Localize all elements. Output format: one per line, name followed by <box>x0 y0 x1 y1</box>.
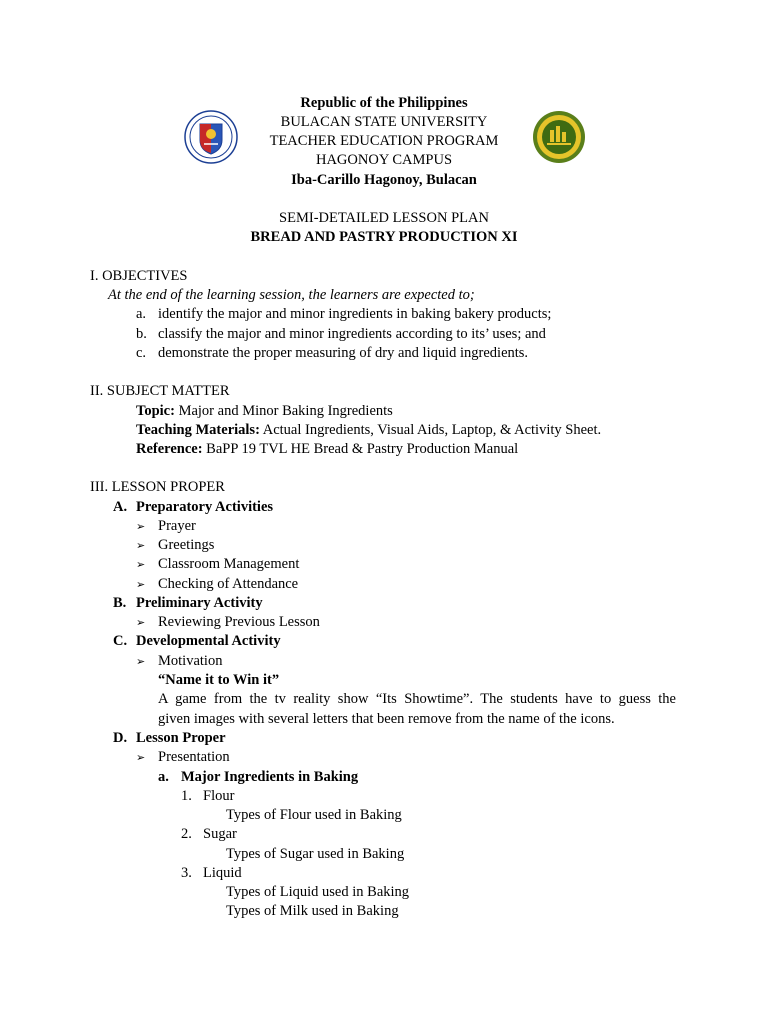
objective-marker: b. <box>136 326 147 342</box>
objective-marker: c. <box>136 345 147 361</box>
game-description-line: given images with several letters that been remove from the name of the icons. <box>158 711 615 727</box>
header-campus: HAGONOY CAMPUS <box>315 152 453 168</box>
section-marker: B. <box>113 595 127 611</box>
arrow-bullet-icon: ➢ <box>136 655 146 668</box>
topic-label: Topic: <box>136 403 175 419</box>
subject-matter-heading: II. SUBJECT MATTER <box>90 383 230 399</box>
preparatory-activities-title: Preparatory Activities <box>136 499 274 515</box>
objective-marker: a. <box>136 306 147 322</box>
reference-label: Reference: <box>136 441 203 457</box>
subsection-marker: a. <box>158 769 169 785</box>
list-item: Presentation <box>158 749 230 765</box>
ingredient-label: Liquid <box>203 865 242 881</box>
arrow-bullet-icon: ➢ <box>136 578 146 591</box>
objective-item: demonstrate the proper measuring of dry and liquid ingredients. <box>158 345 529 361</box>
list-item: Motivation <box>158 653 223 669</box>
objectives-intro: At the end of the learning session, the learners are expected to; <box>108 287 475 303</box>
arrow-bullet-icon: ➢ <box>136 616 146 629</box>
arrow-bullet-icon: ➢ <box>136 520 146 533</box>
numbered-marker: 2. <box>181 826 192 842</box>
lesson-proper-title: Lesson Proper <box>136 730 226 746</box>
ingredient-detail: Types of Flour used in Baking <box>226 807 402 823</box>
section-marker: C. <box>113 633 128 649</box>
game-description-line: A game from the tv reality show “Its Showtime”. The students have to guess the <box>158 691 676 707</box>
arrow-bullet-icon: ➢ <box>136 539 146 552</box>
game-title: “Name it to Win it” <box>158 672 280 688</box>
objectives-heading: I. OBJECTIVES <box>90 268 188 284</box>
preliminary-activity-title: Preliminary Activity <box>136 595 263 611</box>
developmental-activity-title: Developmental Activity <box>136 633 281 649</box>
header-university: BULACAN STATE UNIVERSITY <box>280 114 488 130</box>
list-item: Prayer <box>158 518 196 534</box>
ingredient-detail: Types of Liquid used in Baking <box>226 884 410 900</box>
list-item: Checking of Attendance <box>158 576 299 592</box>
ingredient-label: Sugar <box>203 826 237 842</box>
numbered-marker: 3. <box>181 865 192 881</box>
document-subject: BREAD AND PASTRY PRODUCTION XI <box>250 229 518 245</box>
materials-value: Actual Ingredients, Visual Aids, Laptop, & Activity Sheet. <box>259 422 602 438</box>
section-marker: A. <box>113 499 128 515</box>
materials-line <box>136 421 601 440</box>
reference-value: BaPP 19 TVL HE Bread & Pastry Production Manual <box>202 441 519 457</box>
ingredient-detail: Types of Sugar used in Baking <box>226 846 405 862</box>
major-ingredients-title: Major Ingredients in Baking <box>181 769 359 785</box>
objective-item: classify the major and minor ingredients according to its’ uses; and <box>158 326 546 342</box>
header-country: Republic of the Philippines <box>300 95 468 111</box>
arrow-bullet-icon: ➢ <box>136 751 146 764</box>
header-program: TEACHER EDUCATION PROGRAM <box>269 133 499 149</box>
document-title: SEMI-DETAILED LESSON PLAN <box>279 210 489 226</box>
ingredient-label: Flour <box>203 788 235 804</box>
ingredient-detail: Types of Milk used in Baking <box>226 903 399 919</box>
section-marker: D. <box>113 730 128 746</box>
lesson-proper-heading: III. LESSON PROPER <box>90 479 225 495</box>
topic-line <box>136 402 393 421</box>
header-address: Iba-Carillo Hagonoy, Bulacan <box>291 172 477 188</box>
arrow-bullet-icon: ➢ <box>136 558 146 571</box>
list-item: Classroom Management <box>158 556 300 572</box>
reference-line <box>136 440 518 459</box>
objective-item: identify the major and minor ingredients in baking bakery products; <box>158 306 552 322</box>
list-item: Reviewing Previous Lesson <box>158 614 320 630</box>
topic-value: Major and Minor Baking Ingredients <box>174 403 393 419</box>
numbered-marker: 1. <box>181 788 192 804</box>
list-item: Greetings <box>158 537 215 553</box>
materials-label: Teaching Materials: <box>136 422 260 438</box>
